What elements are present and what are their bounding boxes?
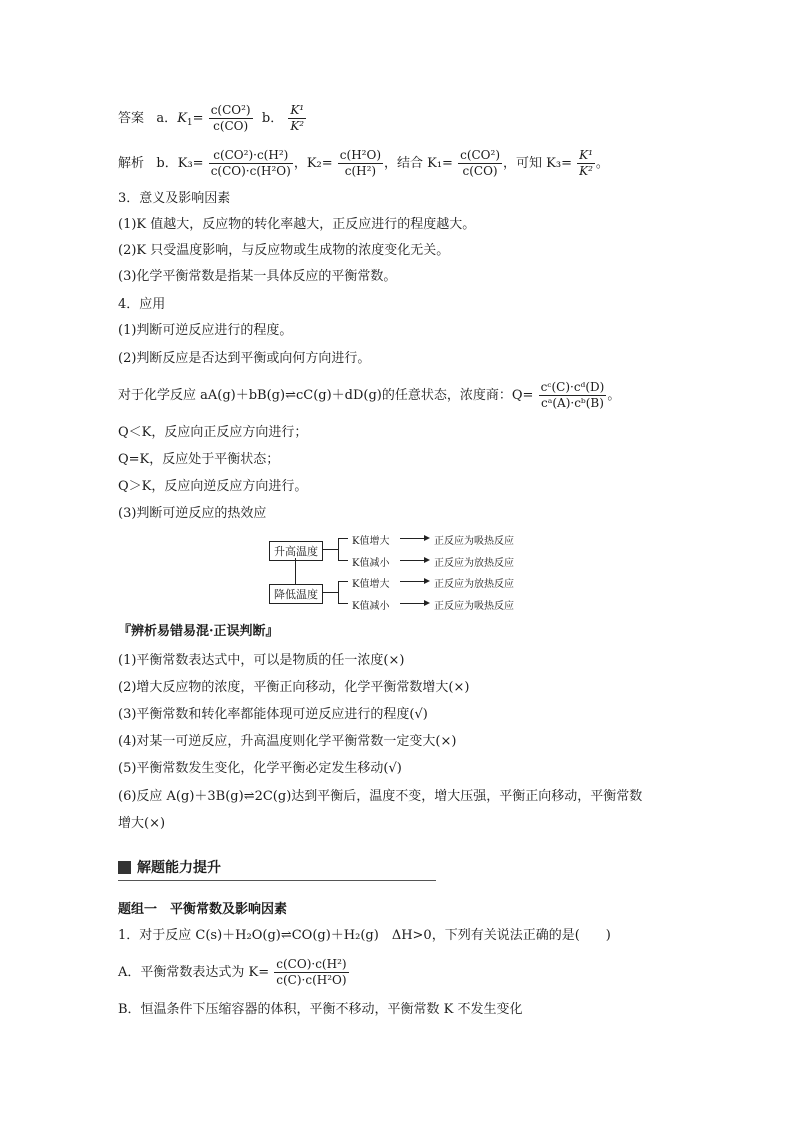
connector	[338, 581, 348, 582]
connector	[338, 581, 339, 603]
quotient-fraction	[539, 380, 607, 411]
arrow-line	[400, 603, 424, 604]
connector	[295, 558, 296, 584]
answer-label: 答案	[118, 111, 145, 126]
frac-den: K²	[579, 164, 593, 178]
frac-num: K¹	[290, 103, 305, 117]
frac-num: c(CO)·c(H²)	[276, 957, 347, 971]
section4-item: (2)判断反应是否达到平衡或向何方向进行。	[118, 351, 371, 366]
sep3: ，可知 K₃=	[503, 156, 572, 171]
option-a-text: A．平衡常数表达式为 K=	[118, 965, 270, 980]
analysis-line	[118, 148, 609, 179]
arrow-line	[400, 538, 424, 539]
section4-item: (1)判断可逆反应进行的程度。	[118, 323, 293, 338]
frac-den: c(H²)	[344, 164, 377, 178]
arrow-line	[400, 581, 424, 582]
fraction-k3	[209, 148, 293, 179]
quotient-text: 对于化学反应 aA(g)＋bB(g)⇌cC(g)＋dD(g)的任意状态，浓度商：Q=	[118, 388, 534, 403]
frac-den: K²	[290, 119, 305, 133]
analysis-b: b．K₃=	[156, 156, 204, 171]
section3-item: (2)K 只受温度影响，与反应物或生成物的浓度变化无关。	[118, 243, 450, 258]
frac-den: c(CO)	[213, 119, 249, 133]
box-cool: 降低温度	[269, 584, 323, 604]
box-heat: 升高温度	[269, 541, 323, 561]
frac-den: cᵃ(A)·cᵇ(B)	[541, 396, 604, 410]
frac-num: c(CO²)	[210, 103, 251, 117]
group-title: 题组一 平衡常数及影响因素	[118, 902, 288, 917]
answer-a: a．	[156, 111, 178, 126]
ability-header	[118, 857, 221, 877]
quotient-line	[118, 380, 620, 411]
judge-item: (2)增大反应物的浓度，平衡正向移动，化学平衡常数增大(×)	[118, 680, 470, 695]
arrow-right-icon	[424, 535, 430, 541]
connector	[338, 538, 348, 539]
fraction-k2	[338, 148, 383, 179]
case-line: Q＞K，反应向逆反应方向进行。	[118, 479, 308, 494]
question-1: 1．对于反应 C(s)＋H₂O(g)⇌CO(g)＋H₂(g) ΔH>0，下列有关说法正确的是( )	[118, 928, 611, 943]
connector	[338, 560, 348, 561]
fraction-k1	[458, 148, 502, 179]
connector	[322, 549, 338, 550]
answer-b-fraction	[288, 103, 306, 134]
result-1: 正反应为吸热反应	[434, 536, 514, 547]
result-2: 正反应为放热反应	[434, 558, 514, 569]
judge-item: 增大(×)	[118, 816, 166, 831]
section-divider	[118, 880, 436, 881]
eq-sign: =	[192, 111, 204, 126]
answer-line: 答案 a．$K_1=$ $\frac{\text{c(CO²)}}{c(CO)}$ b． $\frac{\text{K¹}}{\text{K²}}$	[118, 103, 305, 133]
frac-den: c(CO)	[462, 164, 498, 178]
arrow-line	[400, 560, 424, 561]
case-line: Q=K，反应处于平衡状态；	[118, 452, 280, 467]
section3-item: (1)K 值越大，反应物的转化率越大，正反应进行的程度越大。	[118, 217, 476, 232]
frac-num: c(CO²)·c(H²)	[209, 148, 293, 164]
connector	[338, 603, 348, 604]
section-square-icon	[118, 861, 131, 874]
k1-symbol: K	[177, 111, 187, 126]
judge-title-text: 辨析易错易混·正误判断	[131, 624, 266, 639]
label-k-down: K值减小	[352, 601, 390, 612]
option-a	[118, 957, 350, 988]
section3-item: (3)化学平衡常数是指某一具体反应的平衡常数。	[118, 269, 397, 284]
result-4: 正反应为吸热反应	[434, 601, 514, 612]
arrow-right-icon	[424, 557, 430, 563]
label-k-up: K值增大	[352, 536, 390, 547]
judge-item: (5)平衡常数发生变化，化学平衡必定发生移动(√)	[118, 761, 402, 776]
result-3: 正反应为放热反应	[434, 579, 514, 590]
arrow-right-icon	[424, 578, 430, 584]
sep1: ，K₂=	[293, 156, 333, 171]
frac-num: c(CO²)	[460, 148, 501, 162]
frac-num: c(H²O)	[339, 148, 381, 162]
connector	[338, 538, 339, 560]
case-line: Q＜K，反应向正反应方向进行；	[118, 425, 308, 440]
section4-item: (3)判断可逆反应的热效应	[118, 506, 267, 521]
label-k-up: K值增大	[352, 579, 390, 590]
frac-num: cᶜ(C)·cᵈ(D)	[540, 380, 605, 394]
judge-item: (4)对某一可逆反应，升高温度则化学平衡常数一定变大(×)	[118, 734, 457, 749]
frac-den: c(C)·c(H²O)	[276, 973, 347, 987]
answer-fraction	[209, 103, 253, 134]
option-a-fraction	[274, 957, 348, 988]
fraction-result	[577, 148, 595, 179]
ability-title: 解题能力提升	[137, 860, 221, 876]
option-b: B．恒温条件下压缩容器的体积，平衡不移动，平衡常数 K 不发生变化	[118, 1002, 523, 1017]
frac-num: K¹	[579, 148, 593, 162]
judge-title: 『辨析易错易混·正误判断』	[118, 624, 279, 639]
sep2: ，结合 K₁=	[384, 156, 453, 171]
frac-den: c(CO)·c(H²O)	[210, 164, 291, 178]
analysis-label: 解析	[118, 156, 145, 171]
section4-title: 4．应用	[118, 297, 166, 312]
judge-item: (6)反应 A(g)＋3B(g)⇌2C(g)达到平衡后，温度不变，增大压强，平衡正向移动，平衡常数	[118, 789, 643, 804]
end-mark: 。	[607, 388, 621, 403]
answer-b: b．	[261, 111, 284, 126]
judge-item: (3)平衡常数和转化率都能体现可逆反应进行的程度(√)	[118, 707, 428, 722]
label-k-down: K值减小	[352, 558, 390, 569]
judge-item: (1)平衡常数表达式中，可以是物质的任一浓度(×)	[118, 653, 405, 668]
end-mark: 。	[595, 156, 609, 171]
connector	[322, 592, 338, 593]
section3-title: 3．意义及影响因素	[118, 191, 231, 206]
arrow-right-icon	[424, 600, 430, 606]
